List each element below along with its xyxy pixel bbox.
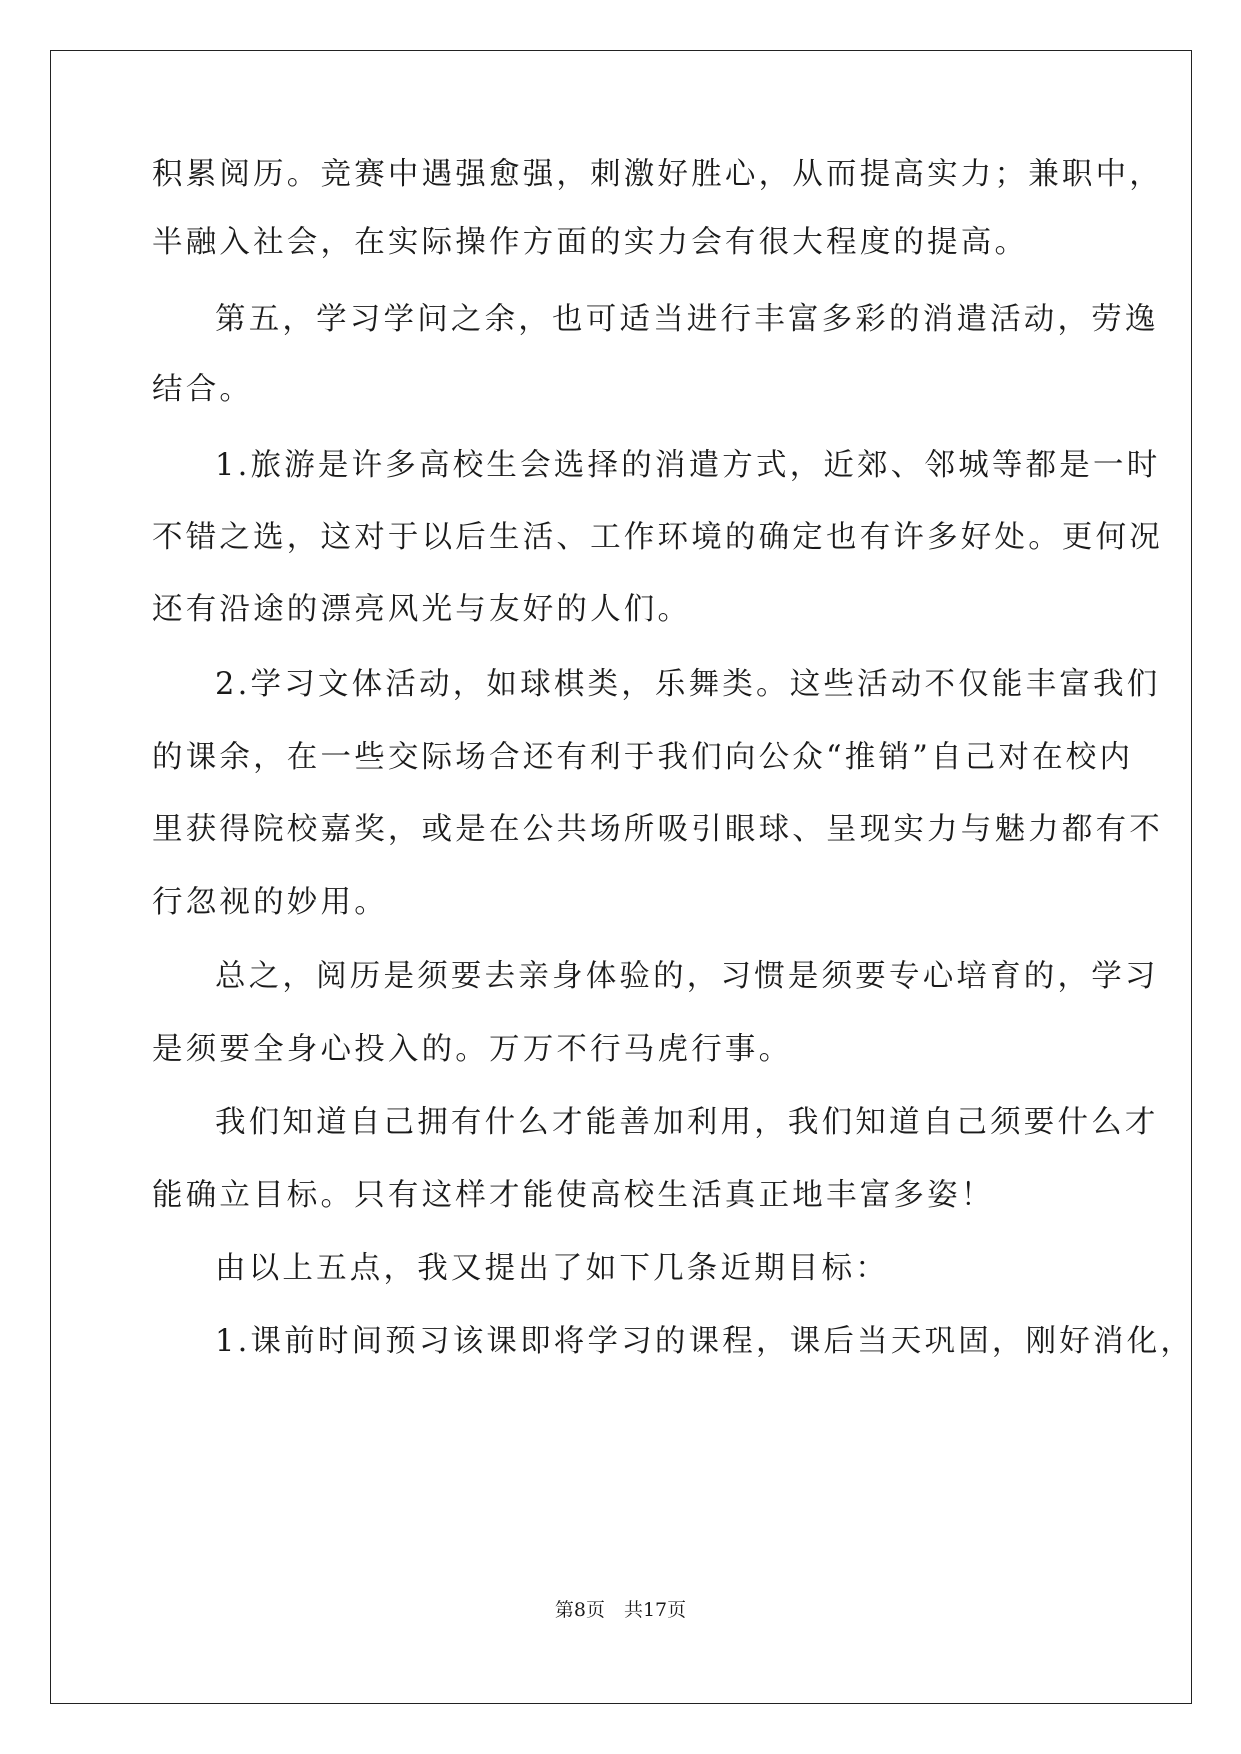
text-line: 由以上五点，我又提出了如下几条近期目标：	[215, 1251, 889, 1286]
text-line: 不错之选，这对于以后生活、工作环境的确定也有许多好处。更何况	[152, 520, 1163, 555]
text-line: 是须要全身心投入的。万万不行马虎行事。	[152, 1032, 793, 1067]
text-line: 行忽视的妙用。	[152, 885, 388, 920]
text-line: 1.课前时间预习该课即将学习的课程，课后当天巩固，刚好消化，	[215, 1324, 1195, 1359]
text-line: 积累阅历。竞赛中遇强愈强，刺激好胜心，从而提高实力；兼职中，	[152, 157, 1163, 192]
text-line: 2.学习文体活动，如球棋类，乐舞类。这些活动不仅能丰富我们	[215, 667, 1161, 702]
text-line: 总之，阅历是须要去亲身体验的，习惯是须要专心培育的，学习	[215, 959, 1159, 994]
text-line: 半融入社会，在实际操作方面的实力会有很大程度的提高。	[152, 225, 1029, 260]
text-line: 的课余，在一些交际场合还有利于我们向公众“推销”自己对在校内	[152, 740, 1134, 775]
text-line: 还有沿途的漂亮风光与友好的人们。	[152, 592, 692, 627]
page-number: 第8页 共17页	[554, 1599, 687, 1621]
text-line: 里获得院校嘉奖，或是在公共场所吸引眼球、呈现实力与魅力都有不	[152, 812, 1163, 847]
text-line: 能确立目标。只有这样才能使高校生活真正地丰富多姿！	[152, 1178, 995, 1213]
text-line: 我们知道自己拥有什么才能善加利用，我们知道自己须要什么才	[215, 1105, 1159, 1140]
text-line: 结合。	[152, 372, 254, 407]
text-line: 1.旅游是许多高校生会选择的消遣方式，近郊、邻城等都是一时	[215, 448, 1161, 483]
page-border	[50, 50, 1195, 1704]
text-line: 第五，学习学问之余，也可适当进行丰富多彩的消遣活动，劳逸	[215, 302, 1159, 337]
